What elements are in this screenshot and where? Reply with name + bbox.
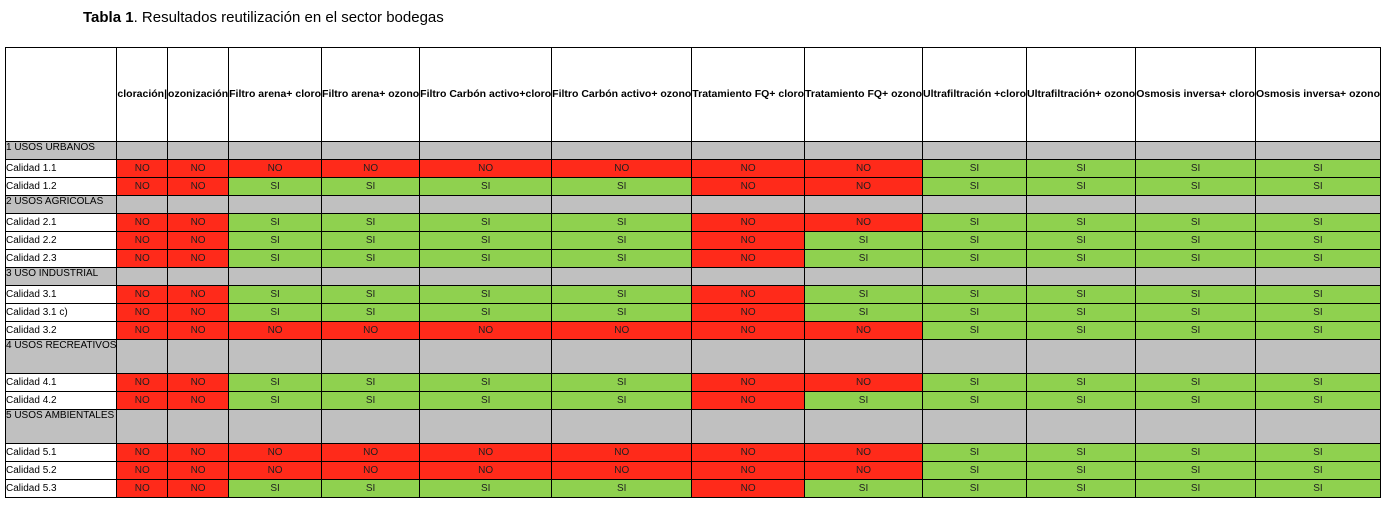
result-cell: NO — [168, 178, 229, 196]
result-cell: NO — [117, 444, 168, 462]
result-cell: SI — [552, 392, 692, 410]
result-cell: SI — [1026, 322, 1135, 340]
result-cell: SI — [1026, 462, 1135, 480]
result-cell: SI — [805, 232, 923, 250]
section-cell — [420, 196, 552, 214]
result-cell: NO — [552, 444, 692, 462]
results-table — [5, 47, 1381, 498]
result-cell: SI — [420, 374, 552, 392]
section-label: 1 USOS URBANOS — [6, 142, 117, 160]
result-cell: NO — [692, 178, 805, 196]
section-label: 2 USOS AGRICOLAS — [6, 196, 117, 214]
result-cell: NO — [552, 462, 692, 480]
column-header: Osmosis inversa+ cloro — [1136, 48, 1256, 142]
result-cell: NO — [168, 250, 229, 268]
section-cell — [420, 268, 552, 286]
result-cell: NO — [805, 214, 923, 232]
section-cell — [1136, 410, 1256, 444]
result-cell: SI — [805, 392, 923, 410]
result-cell: SI — [805, 286, 923, 304]
result-cell: NO — [117, 462, 168, 480]
result-cell: SI — [322, 214, 420, 232]
result-cell: SI — [1026, 232, 1135, 250]
section-cell — [552, 268, 692, 286]
result-cell: NO — [692, 250, 805, 268]
section-row — [6, 142, 1381, 160]
result-cell: SI — [923, 392, 1027, 410]
result-cell: SI — [420, 250, 552, 268]
column-header: Filtro arena+ cloro — [229, 48, 322, 142]
table-row — [6, 480, 1381, 498]
section-cell — [692, 268, 805, 286]
header-row — [6, 48, 1381, 142]
row-label: Calidad 4.2 — [6, 392, 117, 410]
result-cell: SI — [805, 304, 923, 322]
result-cell: NO — [168, 480, 229, 498]
section-cell — [117, 268, 168, 286]
result-cell: SI — [1255, 462, 1380, 480]
section-cell — [552, 142, 692, 160]
result-cell: SI — [1255, 286, 1380, 304]
section-row — [6, 410, 1381, 444]
section-cell — [168, 268, 229, 286]
row-label: Calidad 2.1 — [6, 214, 117, 232]
result-cell: SI — [1136, 286, 1256, 304]
result-cell: NO — [692, 462, 805, 480]
section-cell — [692, 410, 805, 444]
result-cell: SI — [552, 232, 692, 250]
section-cell — [1255, 268, 1380, 286]
section-cell — [805, 340, 923, 374]
result-cell: SI — [923, 178, 1027, 196]
section-row — [6, 340, 1381, 374]
result-cell: NO — [692, 444, 805, 462]
result-cell: NO — [117, 178, 168, 196]
section-cell — [1026, 142, 1135, 160]
result-cell: SI — [552, 178, 692, 196]
table-row — [6, 444, 1381, 462]
table-row — [6, 374, 1381, 392]
result-cell: NO — [692, 374, 805, 392]
result-cell: NO — [168, 160, 229, 178]
table-caption — [83, 9, 444, 26]
section-cell — [923, 142, 1027, 160]
result-cell: SI — [923, 480, 1027, 498]
result-cell: SI — [805, 480, 923, 498]
section-cell — [1255, 340, 1380, 374]
section-cell — [322, 142, 420, 160]
section-cell — [168, 410, 229, 444]
result-cell: SI — [923, 304, 1027, 322]
result-cell: SI — [420, 304, 552, 322]
result-cell: NO — [117, 480, 168, 498]
result-cell: NO — [692, 232, 805, 250]
table-row — [6, 232, 1381, 250]
result-cell: SI — [1136, 250, 1256, 268]
result-cell: NO — [117, 322, 168, 340]
result-cell: NO — [229, 462, 322, 480]
result-cell: NO — [805, 444, 923, 462]
result-cell: SI — [1026, 214, 1135, 232]
result-cell: SI — [1255, 178, 1380, 196]
result-cell: SI — [923, 286, 1027, 304]
row-label: Calidad 1.1 — [6, 160, 117, 178]
result-cell: SI — [420, 286, 552, 304]
result-cell: NO — [420, 160, 552, 178]
column-header: Filtro arena+ ozono — [322, 48, 420, 142]
column-header: Filtro Carbón activo+ ozono — [552, 48, 692, 142]
section-cell — [229, 410, 322, 444]
row-label: Calidad 2.3 — [6, 250, 117, 268]
result-cell: SI — [1255, 444, 1380, 462]
section-cell — [692, 196, 805, 214]
result-cell: NO — [168, 304, 229, 322]
result-cell: SI — [322, 286, 420, 304]
result-cell: NO — [117, 392, 168, 410]
result-cell: SI — [420, 480, 552, 498]
result-cell: SI — [229, 232, 322, 250]
result-cell: SI — [322, 250, 420, 268]
row-label: Calidad 1.2 — [6, 178, 117, 196]
result-cell: NO — [805, 322, 923, 340]
section-cell — [117, 196, 168, 214]
result-cell: NO — [168, 444, 229, 462]
column-header: ozonización — [168, 48, 229, 142]
section-cell — [117, 410, 168, 444]
section-cell — [322, 268, 420, 286]
result-cell: NO — [692, 322, 805, 340]
row-label: Calidad 4.1 — [6, 374, 117, 392]
result-cell: SI — [229, 480, 322, 498]
row-label: Calidad 2.2 — [6, 232, 117, 250]
result-cell: NO — [117, 214, 168, 232]
section-cell — [923, 410, 1027, 444]
result-cell: SI — [923, 250, 1027, 268]
result-cell: SI — [1136, 444, 1256, 462]
result-cell: NO — [168, 232, 229, 250]
table-row — [6, 304, 1381, 322]
row-label: Calidad 3.1 c) — [6, 304, 117, 322]
row-label: Calidad 5.1 — [6, 444, 117, 462]
section-cell — [1136, 142, 1256, 160]
column-header: Ultrafiltración +cloro — [923, 48, 1027, 142]
result-cell: SI — [322, 392, 420, 410]
section-row — [6, 268, 1381, 286]
result-cell: SI — [552, 286, 692, 304]
result-cell: SI — [322, 178, 420, 196]
header-corner — [6, 48, 117, 142]
section-cell — [229, 340, 322, 374]
result-cell: NO — [692, 392, 805, 410]
result-cell: SI — [229, 250, 322, 268]
result-cell: SI — [1255, 250, 1380, 268]
result-cell: NO — [420, 444, 552, 462]
result-cell: SI — [420, 214, 552, 232]
section-cell — [420, 410, 552, 444]
result-cell: SI — [552, 374, 692, 392]
result-cell: SI — [1136, 374, 1256, 392]
column-header: Osmosis inversa+ ozono — [1255, 48, 1380, 142]
section-cell — [552, 410, 692, 444]
row-label: Calidad 5.3 — [6, 480, 117, 498]
result-cell: SI — [552, 250, 692, 268]
result-cell: NO — [168, 286, 229, 304]
section-cell — [923, 268, 1027, 286]
section-label: 5 USOS AMBIENTALES — [6, 410, 117, 444]
result-cell: NO — [168, 392, 229, 410]
section-cell — [229, 268, 322, 286]
section-cell — [1026, 410, 1135, 444]
section-cell — [1026, 340, 1135, 374]
result-cell: SI — [322, 304, 420, 322]
column-header: Ultrafiltración+ ozono — [1026, 48, 1135, 142]
result-cell: NO — [692, 286, 805, 304]
result-cell: NO — [168, 214, 229, 232]
result-cell: NO — [692, 160, 805, 178]
section-cell — [923, 196, 1027, 214]
result-cell: SI — [1255, 374, 1380, 392]
result-cell: SI — [923, 374, 1027, 392]
result-cell: SI — [1255, 322, 1380, 340]
section-cell — [322, 410, 420, 444]
result-cell: SI — [1026, 250, 1135, 268]
result-cell: SI — [420, 392, 552, 410]
caption-number: Tabla 1 — [83, 9, 134, 26]
row-label: Calidad 3.1 — [6, 286, 117, 304]
table-body — [6, 142, 1381, 498]
result-cell: NO — [117, 232, 168, 250]
table-row — [6, 250, 1381, 268]
result-cell: SI — [420, 178, 552, 196]
row-label: Calidad 5.2 — [6, 462, 117, 480]
section-cell — [168, 142, 229, 160]
section-cell — [322, 340, 420, 374]
result-cell: SI — [552, 480, 692, 498]
section-cell — [552, 340, 692, 374]
table-row — [6, 160, 1381, 178]
result-cell: SI — [1136, 214, 1256, 232]
result-cell: SI — [1026, 160, 1135, 178]
section-row — [6, 196, 1381, 214]
result-cell: NO — [168, 462, 229, 480]
result-cell: SI — [1255, 304, 1380, 322]
result-cell: NO — [552, 160, 692, 178]
section-cell — [805, 196, 923, 214]
result-cell: SI — [1026, 392, 1135, 410]
section-cell — [1255, 410, 1380, 444]
section-cell — [420, 340, 552, 374]
result-cell: SI — [322, 374, 420, 392]
result-cell: NO — [692, 304, 805, 322]
section-cell — [168, 340, 229, 374]
result-cell: NO — [168, 374, 229, 392]
section-cell — [229, 196, 322, 214]
result-cell: SI — [229, 214, 322, 232]
result-cell: NO — [692, 214, 805, 232]
section-cell — [168, 196, 229, 214]
section-cell — [805, 410, 923, 444]
column-header: cloración| — [117, 48, 168, 142]
result-cell: SI — [923, 160, 1027, 178]
result-cell: SI — [1136, 392, 1256, 410]
section-cell — [420, 142, 552, 160]
section-cell — [692, 142, 805, 160]
result-cell: NO — [117, 250, 168, 268]
result-cell: SI — [1136, 178, 1256, 196]
result-cell: NO — [420, 322, 552, 340]
result-cell: SI — [229, 178, 322, 196]
result-cell: NO — [322, 322, 420, 340]
section-cell — [1026, 196, 1135, 214]
result-cell: SI — [1136, 480, 1256, 498]
section-cell — [805, 268, 923, 286]
result-cell: NO — [322, 160, 420, 178]
section-cell — [692, 340, 805, 374]
section-cell — [552, 196, 692, 214]
result-cell: NO — [322, 462, 420, 480]
result-cell: SI — [923, 322, 1027, 340]
caption-text: . Resultados reutilización en el sector bodegas — [133, 9, 444, 26]
result-cell: SI — [229, 304, 322, 322]
table-row — [6, 462, 1381, 480]
result-cell: NO — [117, 374, 168, 392]
result-cell: NO — [117, 304, 168, 322]
result-cell: SI — [923, 232, 1027, 250]
result-cell: NO — [805, 178, 923, 196]
table-row — [6, 214, 1381, 232]
result-cell: NO — [229, 444, 322, 462]
result-cell: SI — [1136, 322, 1256, 340]
result-cell: SI — [1136, 232, 1256, 250]
result-cell: NO — [805, 462, 923, 480]
result-cell: NO — [322, 444, 420, 462]
result-cell: SI — [229, 392, 322, 410]
result-cell: SI — [923, 462, 1027, 480]
result-cell: SI — [420, 232, 552, 250]
result-cell: NO — [552, 322, 692, 340]
result-cell: NO — [117, 286, 168, 304]
result-cell: SI — [1136, 160, 1256, 178]
result-cell: SI — [322, 232, 420, 250]
result-cell: SI — [229, 286, 322, 304]
result-cell: SI — [1026, 178, 1135, 196]
section-cell — [1255, 196, 1380, 214]
section-cell — [923, 340, 1027, 374]
result-cell: NO — [117, 160, 168, 178]
result-cell: SI — [1136, 304, 1256, 322]
result-cell: SI — [322, 480, 420, 498]
result-cell: SI — [1026, 286, 1135, 304]
section-cell — [1136, 340, 1256, 374]
result-cell: NO — [229, 160, 322, 178]
column-header: Tratamiento FQ+ cloro — [692, 48, 805, 142]
result-cell: NO — [229, 322, 322, 340]
result-cell: SI — [1136, 462, 1256, 480]
result-cell: NO — [420, 462, 552, 480]
result-cell: SI — [1026, 444, 1135, 462]
table-row — [6, 178, 1381, 196]
result-cell: SI — [1026, 374, 1135, 392]
result-cell: SI — [1026, 480, 1135, 498]
section-cell — [117, 142, 168, 160]
section-cell — [1026, 268, 1135, 286]
result-cell: NO — [692, 480, 805, 498]
column-header: Filtro Carbón activo+cloro — [420, 48, 552, 142]
result-cell: SI — [923, 214, 1027, 232]
table-row — [6, 322, 1381, 340]
column-header: Tratamiento FQ+ ozono — [805, 48, 923, 142]
section-cell — [229, 142, 322, 160]
section-cell — [805, 142, 923, 160]
table-row — [6, 286, 1381, 304]
section-label: 4 USOS RECREATIVOS — [6, 340, 117, 374]
result-cell: SI — [229, 374, 322, 392]
result-cell: SI — [1255, 214, 1380, 232]
section-cell — [1255, 142, 1380, 160]
result-cell: SI — [1255, 232, 1380, 250]
result-cell: SI — [1255, 480, 1380, 498]
result-cell: SI — [552, 214, 692, 232]
result-cell: NO — [805, 374, 923, 392]
row-label: Calidad 3.2 — [6, 322, 117, 340]
section-label: 3 USO INDUSTRIAL — [6, 268, 117, 286]
result-cell: NO — [168, 322, 229, 340]
result-cell: SI — [1255, 160, 1380, 178]
result-cell: SI — [1255, 392, 1380, 410]
section-cell — [117, 340, 168, 374]
section-cell — [322, 196, 420, 214]
result-cell: SI — [805, 250, 923, 268]
table-row — [6, 392, 1381, 410]
section-cell — [1136, 196, 1256, 214]
result-cell: SI — [923, 444, 1027, 462]
result-cell: SI — [1026, 304, 1135, 322]
result-cell: SI — [552, 304, 692, 322]
section-cell — [1136, 268, 1256, 286]
result-cell: NO — [805, 160, 923, 178]
